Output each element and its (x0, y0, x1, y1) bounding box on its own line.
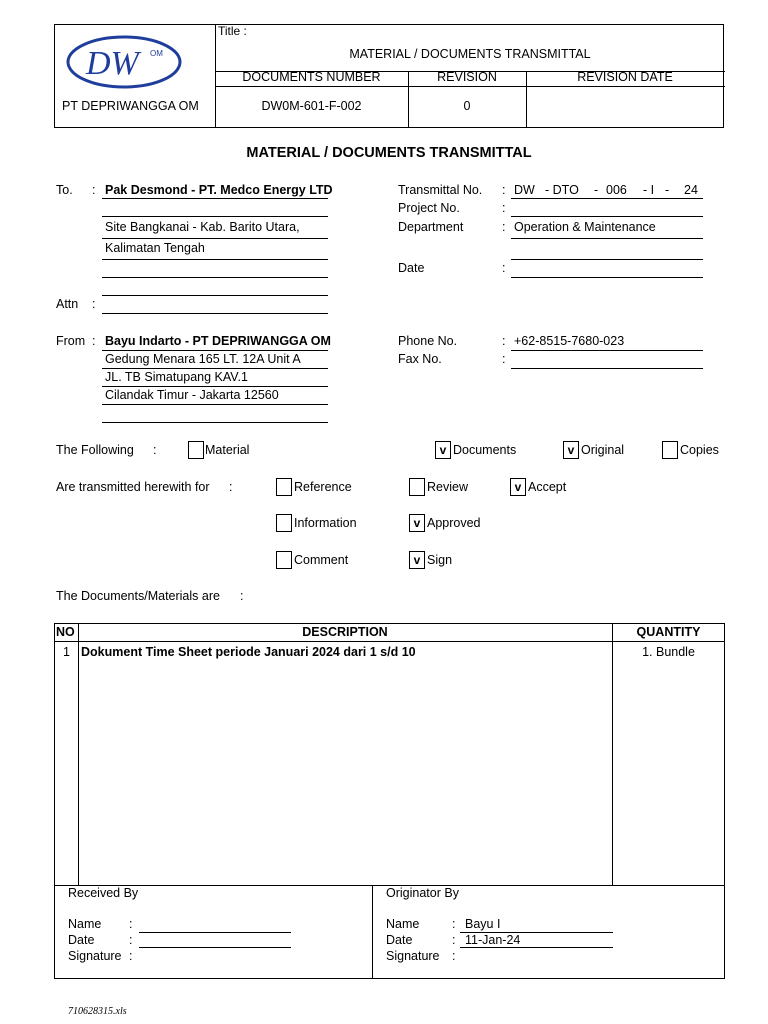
from-address-3: Cilandak Timur - Jakarta 12560 (105, 388, 279, 402)
received-signature-colon: : (129, 949, 133, 963)
originator-name-label: Name (386, 917, 420, 931)
transmittal-part-6: - (665, 183, 670, 197)
following-colon: : (153, 443, 157, 457)
transmittal-colon: : (502, 183, 506, 197)
attn-colon: : (92, 297, 96, 311)
original-checkbox[interactable]: v (563, 441, 579, 459)
originator-date-colon: : (452, 933, 456, 947)
from-colon: : (92, 334, 96, 348)
originator-signature-colon: : (452, 949, 456, 963)
originator-name-value: Bayu I (465, 917, 501, 931)
comment-checkbox[interactable] (276, 551, 292, 569)
col-doc-number: DOCUMENTS NUMBER (242, 70, 381, 84)
originator-name-colon: : (452, 917, 456, 931)
originator-date-value: 11-Jan-24 (465, 933, 521, 947)
phone-label: Phone No. (398, 334, 458, 348)
transmittal-part-5: - I (643, 183, 655, 197)
purpose-label: Are transmitted herewith for (56, 480, 210, 494)
original-label: Original (581, 443, 625, 457)
logo-text: DW (86, 45, 139, 82)
following-label: The Following (56, 443, 134, 457)
review-checkbox[interactable] (409, 478, 425, 496)
accept-checkbox[interactable]: v (510, 478, 526, 496)
originator-date-label: Date (386, 933, 413, 947)
from-name: Bayu Indarto - PT DEPRIWANGGA OM (105, 334, 331, 348)
doc-number: DW0M-601-F-002 (261, 99, 362, 113)
received-date-label: Date (68, 933, 95, 947)
department-value: Operation & Maintenance (514, 220, 656, 234)
purpose-colon: : (229, 480, 233, 494)
department-colon: : (502, 220, 506, 234)
row-description: Dokument Time Sheet periode Januari 2024 dari 1 s/d 10 (81, 645, 416, 659)
fax-colon: : (502, 352, 506, 366)
originator-signature-label: Signature (386, 949, 440, 963)
received-signature-label: Signature (68, 949, 122, 963)
phone-value: +62-8515-7680-023 (514, 334, 625, 348)
materials-label: The Documents/Materials are (56, 589, 220, 603)
revision-value: 0 (463, 99, 471, 113)
header-title: MATERIAL / DOCUMENTS TRANSMITTAL (349, 47, 591, 61)
reference-label: Reference (294, 480, 352, 494)
to-colon: : (92, 183, 96, 197)
date-label: Date (398, 261, 425, 275)
transmittal-part-1: DW (514, 183, 535, 197)
project-label: Project No. (398, 201, 460, 215)
transmittal-part-3: - (594, 183, 599, 197)
header-description: DESCRIPTION (302, 625, 388, 639)
materials-colon: : (240, 589, 244, 603)
transmittal-part-4: 006 (606, 183, 627, 197)
received-name-colon: : (129, 917, 133, 931)
fax-label: Fax No. (398, 352, 442, 366)
information-label: Information (294, 516, 357, 530)
company-logo (66, 34, 186, 90)
row-quantity: 1. Bundle (642, 645, 695, 659)
information-checkbox[interactable] (276, 514, 292, 532)
material-label: Material (205, 443, 250, 457)
review-label: Review (427, 480, 468, 494)
documents-checkbox[interactable]: v (435, 441, 451, 459)
accept-label: Accept (528, 480, 567, 494)
title-label: Title : (218, 24, 247, 38)
received-name-label: Name (68, 917, 102, 931)
reference-checkbox[interactable] (276, 478, 292, 496)
to-address-2: Kalimatan Tengah (105, 241, 205, 255)
received-date-colon: : (129, 933, 133, 947)
copies-checkbox[interactable] (662, 441, 678, 459)
from-address-2: JL. TB Simatupang KAV.1 (105, 370, 248, 384)
documents-label: Documents (453, 443, 517, 457)
from-address-1: Gedung Menara 165 LT. 12A Unit A (105, 352, 301, 366)
col-revision: REVISION (437, 70, 497, 84)
to-label: To. (56, 183, 73, 197)
footer-filename: 710628315.xls (68, 1006, 127, 1017)
date-colon: : (502, 261, 506, 275)
page-title: MATERIAL / DOCUMENTS TRANSMITTAL (246, 145, 532, 161)
comment-label: Comment (294, 553, 349, 567)
transmittal-part-2: - DTO (545, 183, 579, 197)
logo-superscript: OM (150, 49, 163, 58)
phone-colon: : (502, 334, 506, 348)
transmittal-part-7: 24 (684, 183, 698, 197)
to-address-1: Site Bangkanai - Kab. Barito Utara, (105, 220, 300, 234)
project-colon: : (502, 201, 506, 215)
sign-checkbox[interactable]: v (409, 551, 425, 569)
from-label: From (56, 334, 86, 348)
header-quantity: QUANTITY (636, 625, 701, 639)
received-title: Received By (68, 886, 139, 900)
copies-label: Copies (680, 443, 719, 457)
attn-label: Attn (56, 297, 79, 311)
originator-title: Originator By (386, 886, 459, 900)
department-label: Department (398, 220, 464, 234)
transmittal-label: Transmittal No. (398, 183, 483, 197)
company-name: PT DEPRIWANGGA OM (62, 99, 199, 113)
col-revision-date: REVISION DATE (577, 70, 673, 84)
approved-label: Approved (427, 516, 481, 530)
approved-checkbox[interactable]: v (409, 514, 425, 532)
material-checkbox[interactable] (188, 441, 204, 459)
sign-label: Sign (427, 553, 453, 567)
to-name: Pak Desmond - PT. Medco Energy LTD (105, 183, 333, 197)
header-no: NO (56, 625, 75, 639)
row-no: 1 (63, 645, 70, 659)
